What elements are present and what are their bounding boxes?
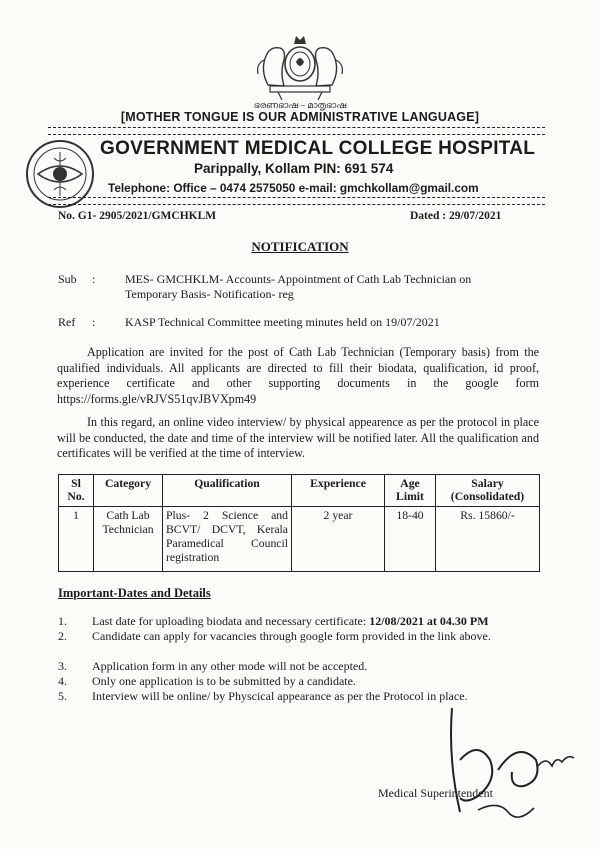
- cell-age: 18-40: [385, 507, 436, 572]
- header-qualification: Qualification: [163, 475, 292, 507]
- table-row: [59, 507, 540, 572]
- malayalam-motto: ഭരണഭാഷ – മാതൃഭാഷ: [253, 100, 347, 110]
- header-divider-bottom: [48, 197, 545, 205]
- cell-qualification: Plus- 2 Science and BCVT/ DCVT, Kerala Paramedical Council registration: [163, 507, 292, 572]
- hospital-address: Parippally, Kollam PIN: 691 574: [194, 161, 394, 176]
- important-dates-heading: Important-Dates and Details: [58, 586, 211, 600]
- reference-colon: :: [92, 315, 96, 329]
- state-emblem-icon: [250, 30, 350, 102]
- item-number: 3.: [58, 659, 67, 673]
- header-experience: Experience: [292, 475, 385, 507]
- header-salary: Salary (Consolidated): [436, 475, 540, 507]
- notification-title: NOTIFICATION: [251, 239, 349, 254]
- deadline-date: 12/08/2021 at 04.30 PM: [369, 614, 489, 628]
- list-item: Candidate can apply for vacancies through google form provided in the link above.: [92, 629, 491, 643]
- handwritten-signature-icon: [438, 700, 588, 830]
- cell-sl: 1: [59, 507, 94, 572]
- reference-label: Ref: [58, 315, 76, 329]
- header-sl-no: Sl No.: [59, 475, 94, 507]
- subject-line-2: Temporary Basis- Notification- reg: [125, 287, 294, 301]
- subject-colon: :: [92, 272, 96, 286]
- item-number: 5.: [58, 689, 67, 703]
- administrative-language-tagline: [MOTHER TONGUE IS OUR ADMINISTRATIVE LANGUAGE]: [120, 110, 480, 124]
- cell-experience: 2 year: [292, 507, 385, 572]
- header-divider-top: [48, 127, 545, 135]
- hospital-contact: Telephone: Office – 0474 2575050 e-mail: gmchkollam@gmail.com: [108, 181, 479, 195]
- header-age-limit: Age Limit: [385, 475, 436, 507]
- item-number: 2.: [58, 629, 67, 643]
- subject-label: Sub: [58, 272, 77, 286]
- reference-text: KASP Technical Committee meeting minutes held on 19/07/2021: [125, 315, 440, 329]
- cell-category: Cath Lab Technician: [94, 507, 163, 572]
- reference-number: No. G1- 2905/2021/GMCHKLM: [58, 210, 217, 222]
- item-number: 4.: [58, 674, 67, 688]
- subject-line-1: MES- GMCHKLM- Accounts- Appointment of Cath Lab Technician on: [125, 272, 472, 286]
- list-item: Only one application is to be submitted by a candidate.: [92, 674, 356, 688]
- hospital-name: GOVERNMENT MEDICAL COLLEGE HOSPITAL: [100, 138, 536, 159]
- list-item: Last date for uploading biodata and necessary certificate: 12/08/2021 at 04.30 PM: [92, 614, 489, 628]
- interview-paragraph: In this regard, an online video interview/ by physical appearence as per the protocol in place will be conducted, the date and time of the interview will be notified later. All the qualification and certificates will be verified at the time of interview.: [57, 415, 539, 460]
- intro-paragraph: Application are invited for the post of Cath Lab Technician (Temporary basis) from the qualified individuals. All applicants are directed to fill their biodata, qualification, id proof, experience certificate and other supporting documents in the google form https://forms.gle/vRJVS51qvJBVXpm49: [57, 345, 539, 406]
- list-item: Application form in any other mode will not be accepted.: [92, 659, 368, 673]
- cell-salary: Rs. 15860/-: [436, 507, 540, 572]
- item-number: 1.: [58, 614, 67, 628]
- table-header-row: [59, 475, 540, 507]
- vacancy-table: [58, 474, 540, 572]
- header-category: Category: [94, 475, 163, 507]
- issue-date: Dated : 29/07/2021: [410, 210, 502, 222]
- list-item: Interview will be online/ by Physcical appearance as per the Protocol in place.: [92, 689, 468, 703]
- signatory-title: Medical Superintendent: [378, 786, 493, 800]
